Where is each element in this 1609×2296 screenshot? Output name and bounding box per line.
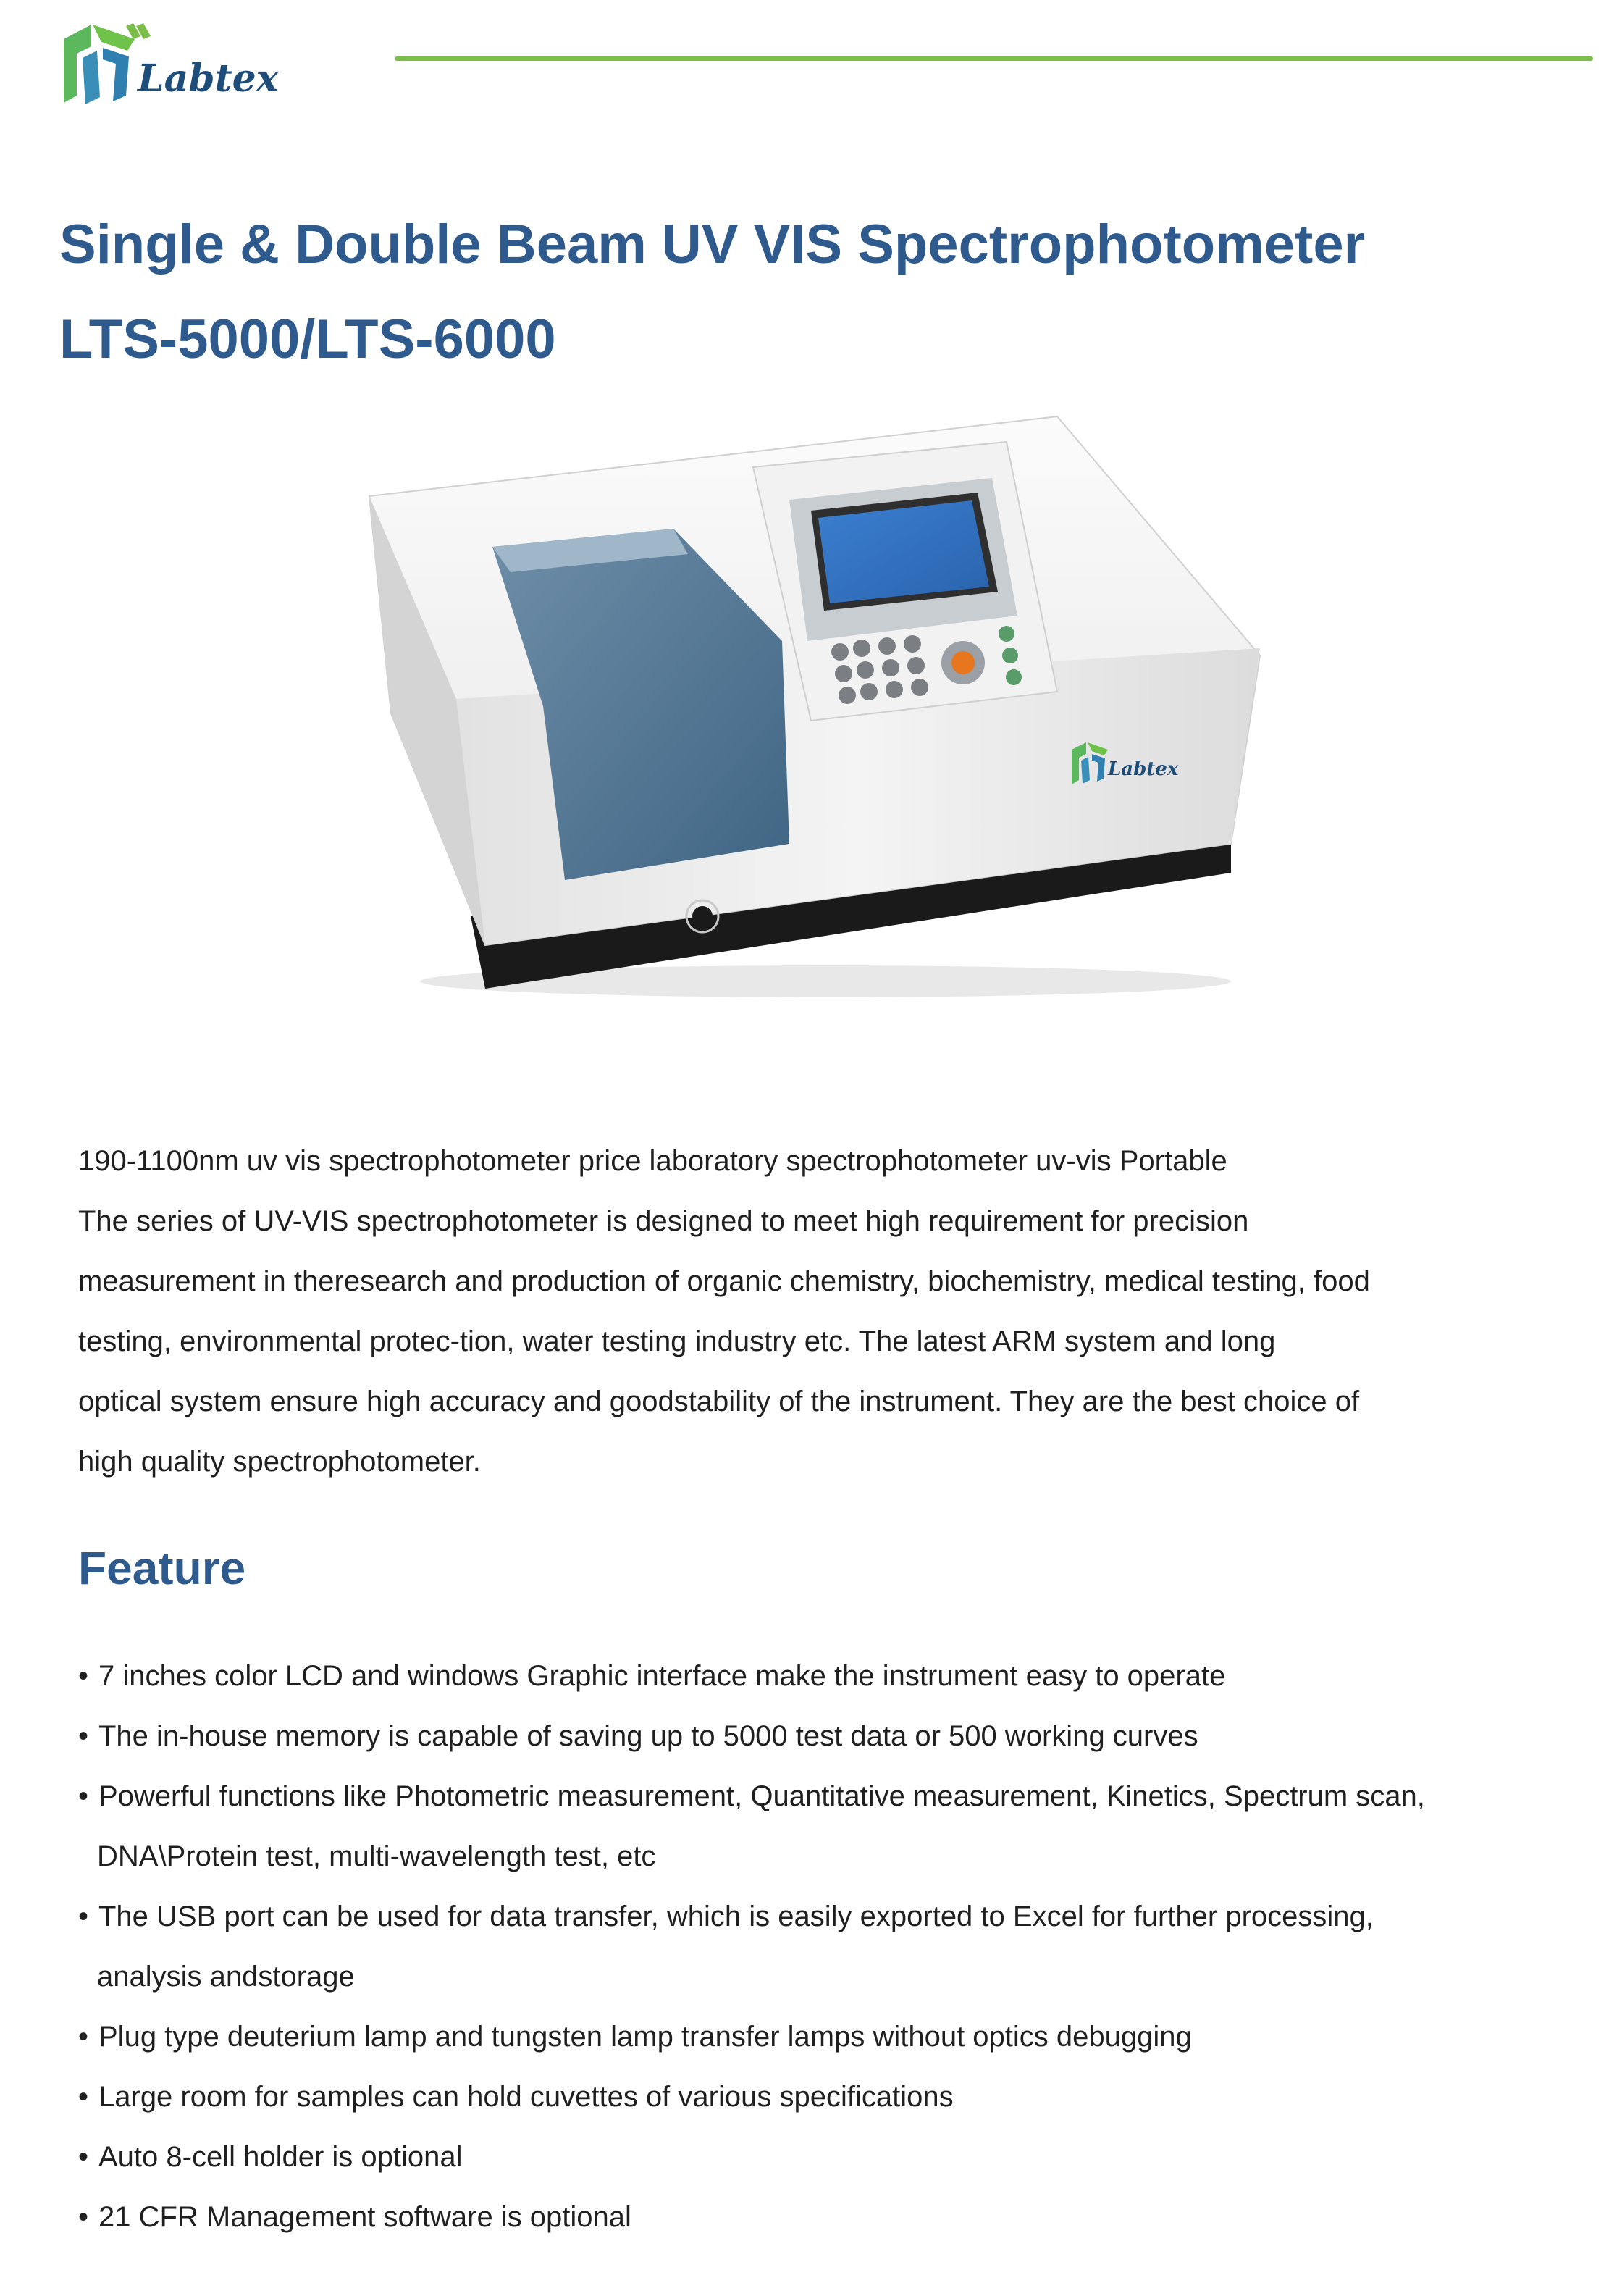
feature-text: Large room for samples can hold cuvettes of various specifications (98, 2081, 954, 2113)
bullet-icon: • (78, 1901, 89, 1932)
spectrophotometer-image (362, 409, 1274, 1003)
device-logo-wordmark: Labtex (1108, 758, 1179, 780)
feature-text: 7 inches color LCD and windows Graphic interface make the instrument easy to operate (98, 1660, 1226, 1692)
bullet-icon: • (78, 2021, 89, 2053)
bullet-icon: • (78, 2081, 89, 2113)
description-line: high quality spectrophotometer. (78, 1446, 481, 1478)
description-line: measurement in theresearch and production of organic chemistry, biochemistry, medical testing, food (78, 1265, 1370, 1297)
feature-text: Powerful functions like Photometric measurement, Quantitative measurement, Kinetics, Spectrum scan, (98, 1780, 1425, 1812)
feature-item (78, 2007, 1584, 2067)
feature-text-continuation: DNA\Protein test, multi-wavelength test, etc (97, 1840, 656, 1872)
labtex-logo (56, 10, 317, 112)
feature-item (78, 2067, 1584, 2127)
product-title: Single & Double Beam UV VIS Spectrophotometer (59, 214, 1366, 275)
feature-text: Plug type deuterium lamp and tungsten lamp transfer lamps without optics debugging (98, 2021, 1192, 2053)
product-description (78, 1131, 1555, 1492)
feature-item (78, 2127, 1584, 2187)
bullet-icon: • (78, 1660, 89, 1692)
header-divider (395, 56, 1593, 61)
feature-item (78, 1767, 1584, 1887)
feature-text: 21 CFR Management software is optional (98, 2201, 631, 2233)
feature-text: The in-house memory is capable of saving up to 5000 test data or 500 working curves (98, 1720, 1198, 1752)
feature-item (78, 1646, 1584, 1706)
description-line: The series of UV-VIS spectrophotometer is designed to meet high requirement for precision (78, 1205, 1249, 1237)
description-line: testing, environmental protec-tion, water testing industry etc. The latest ARM system and long (78, 1325, 1276, 1357)
feature-list (78, 1646, 1584, 2247)
bullet-icon: • (78, 2201, 89, 2233)
feature-text-continuation: analysis andstorage (97, 1961, 355, 1993)
bullet-icon: • (78, 1720, 89, 1752)
product-model: LTS-5000/LTS-6000 (59, 309, 556, 370)
description-line: 190-1100nm uv vis spectrophotometer price laboratory spectrophotometer uv-vis Portable (78, 1145, 1227, 1177)
feature-item (78, 2187, 1584, 2247)
logo-wordmark: Labtex (138, 56, 279, 101)
feature-item (78, 1706, 1584, 1767)
feature-text: The USB port can be used for data transfer, which is easily exported to Excel for further processing, (98, 1901, 1374, 1932)
feature-item (78, 1887, 1584, 2007)
labtex-logo-icon (56, 10, 317, 112)
bullet-icon: • (78, 2141, 89, 2173)
bullet-icon: • (78, 1780, 89, 1812)
feature-text: Auto 8-cell holder is optional (98, 2141, 463, 2173)
feature-heading: Feature (78, 1542, 246, 1594)
description-line: optical system ensure high accuracy and goodstability of the instrument. They are the best choice of (78, 1386, 1360, 1417)
